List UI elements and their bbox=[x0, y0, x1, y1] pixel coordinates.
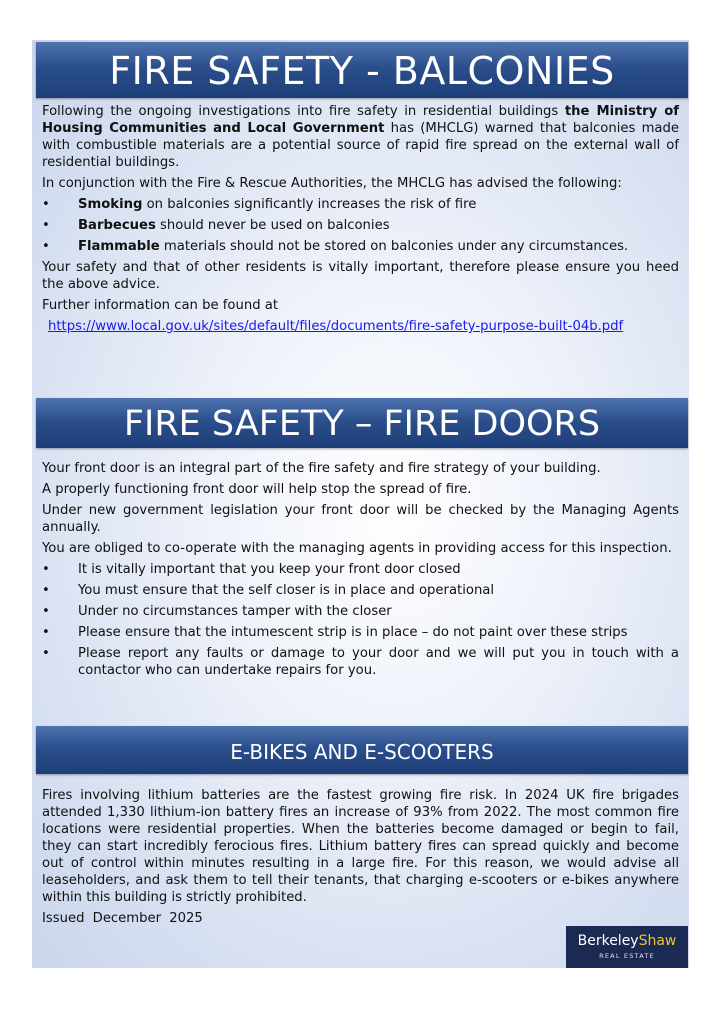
ebikes-title-banner bbox=[36, 726, 688, 774]
bullet-text: Please ensure that the intumescent strip is in place – do not paint over these strips bbox=[78, 625, 628, 640]
balconies-title: FIRE SAFETY - BALCONIES bbox=[109, 49, 615, 93]
issued-date: Issued December 2025 bbox=[42, 911, 203, 926]
balconies-safety: Your safety and that of other residents is vitally important, therefore please ensure you heed the above advice. bbox=[42, 260, 679, 292]
fire-doors-bullet-list bbox=[42, 561, 679, 679]
list-item bbox=[42, 561, 679, 578]
balconies-title-banner bbox=[36, 42, 688, 98]
balconies-section bbox=[42, 103, 679, 339]
list-item bbox=[42, 645, 679, 679]
balconies-further: Further information can be found at bbox=[42, 298, 279, 313]
intro-text-end: has (MHCLG) warned that balconies made with combustible materials are a potential source of rapid fire spread on the external wall of residential buildings. bbox=[42, 121, 679, 170]
list-item bbox=[42, 238, 679, 255]
bullet-text: Under no circumstances tamper with the closer bbox=[78, 604, 392, 619]
bullet-text: Please report any faults or damage to your door and we will put you in touch with a contactor who can undertake repairs for you. bbox=[78, 646, 679, 678]
fire-doors-paragraph: Under new government legislation your front door will be checked by the Managing Agents annually. bbox=[42, 503, 679, 535]
bullet-text: You must ensure that the self closer is in place and operational bbox=[78, 583, 495, 598]
balconies-link-paragraph bbox=[42, 318, 679, 335]
list-item bbox=[42, 624, 679, 641]
bullet-icon: • bbox=[42, 583, 50, 598]
ebikes-title: E-BIKES AND E-SCOOTERS bbox=[230, 740, 494, 764]
balconies-intro bbox=[42, 103, 679, 171]
bullet-icon: • bbox=[42, 218, 50, 233]
bullet-bold: Smoking bbox=[78, 197, 143, 212]
list-item bbox=[42, 582, 679, 599]
list-item bbox=[42, 603, 679, 620]
bullet-text: should never be used on balconies bbox=[155, 218, 390, 233]
logo-subtitle: REAL ESTATE bbox=[599, 952, 655, 960]
list-item bbox=[42, 196, 679, 213]
berkeley-shaw-logo bbox=[566, 926, 688, 968]
balconies-bullet-list bbox=[42, 196, 679, 255]
bullet-icon: • bbox=[42, 197, 50, 212]
list-item bbox=[42, 217, 679, 234]
bullet-text: It is vitally important that you keep your front door closed bbox=[78, 562, 461, 577]
bullet-icon: • bbox=[42, 625, 50, 640]
bullet-bold: Flammable bbox=[78, 239, 160, 254]
fire-doors-title-banner bbox=[36, 398, 688, 448]
bullet-icon: • bbox=[42, 239, 50, 254]
bullet-bold: Barbecues bbox=[78, 218, 156, 233]
bullet-text: materials should not be stored on balconies under any circumstances. bbox=[159, 239, 629, 254]
fire-doors-title: FIRE SAFETY – FIRE DOORS bbox=[123, 404, 601, 444]
bullet-icon: • bbox=[42, 604, 50, 619]
intro-text-start: Following the ongoing investigations into fire safety in residential buildings bbox=[42, 104, 565, 119]
ebikes-section bbox=[42, 787, 679, 931]
logo-word-berkeley: Berkeley bbox=[577, 933, 639, 949]
guidance-link[interactable]: https://www.local.gov.uk/sites/default/files/documents/fire-safety-purpose-built-04b.pdf bbox=[48, 319, 624, 334]
fire-doors-paragraph: A properly functioning front door will help stop the spread of fire. bbox=[42, 482, 472, 497]
fire-doors-paragraph: You are obliged to co-operate with the managing agents in providing access for this inspection. bbox=[42, 541, 672, 556]
fire-doors-section bbox=[42, 460, 679, 683]
ebikes-body: Fires involving lithium batteries are the fastest growing fire risk. In 2024 UK fire brigades attended 1,330 lithium-ion battery fires an increase of 93% from 2022. The most common fire locations were residential properties. When the batteries become damaged or begin to fail, they can start incredibly ferocious fires. Lithium battery fires can spread quickly and become out of control within minutes resulting in a large fire. For this reason, we would advise all leaseholders, and ask them to tell their tenants, that charging e-scooters or e-bikes anywhere within this building is strictly prohibited. bbox=[42, 788, 679, 905]
logo-wordmark bbox=[566, 926, 688, 949]
logo-word-shaw: Shaw bbox=[638, 933, 677, 949]
intro-text-bold: the Ministry of Housing Communities and Local Government bbox=[42, 104, 680, 136]
bullet-text: on balconies significantly increases the risk of fire bbox=[142, 197, 477, 212]
fire-doors-paragraph: Your front door is an integral part of the fire safety and fire strategy of your building. bbox=[42, 461, 601, 476]
bullet-icon: • bbox=[42, 562, 50, 577]
balconies-advised: In conjunction with the Fire & Rescue Authorities, the MHCLG has advised the following: bbox=[42, 176, 622, 191]
bullet-icon: • bbox=[42, 646, 50, 661]
